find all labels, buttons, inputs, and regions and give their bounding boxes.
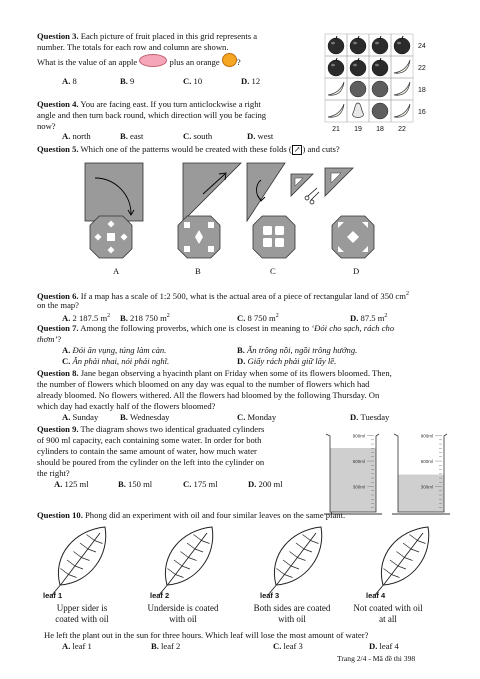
option-text: east xyxy=(130,131,144,141)
q8-line4: which day had exactly half of the flowers bloomed? xyxy=(37,401,216,411)
option-key: B. xyxy=(120,131,131,141)
q3-line1: Question 3. Each picture of fruit placed in this grid represents a xyxy=(37,31,258,41)
q4-line2: angle and then turn back round, which direction will you be facing xyxy=(37,110,267,120)
banana-icon xyxy=(391,56,413,78)
q9-option-c xyxy=(183,479,218,489)
q4-line3: now? xyxy=(37,121,56,131)
pattern-option-a xyxy=(90,216,132,258)
q10-line1: Question 10. Phong did an experiment with oil and four similar leaves on the same plant. xyxy=(37,510,346,520)
banana-icon xyxy=(325,78,347,100)
q6-line2: on the map? xyxy=(37,300,79,310)
cylinder-left xyxy=(324,433,382,514)
leaf-4-label: leaf 4 xyxy=(366,591,386,600)
option-text: leaf 3 xyxy=(283,641,303,651)
option-text: Sunday xyxy=(72,412,99,422)
apple-icon xyxy=(139,54,167,67)
orange-icon xyxy=(347,78,369,100)
q7-option-a: A. Đói ăn vụng, túng làm càn. xyxy=(62,345,167,355)
q8-line3: already bloomed. No flowers withered. All the flowers had bloomed by the following Thursday. On xyxy=(37,390,380,400)
leaf-2-caption: with oil xyxy=(169,614,197,624)
fold-step-4 xyxy=(291,174,319,204)
option-text: 175 ml xyxy=(193,479,218,489)
banana-icon xyxy=(325,100,347,122)
orange-icon xyxy=(369,100,391,122)
apple-icon xyxy=(369,34,391,56)
option-text: north xyxy=(72,131,91,141)
option-key: A. xyxy=(62,131,73,141)
q9-option-b xyxy=(118,479,152,489)
apple-icon xyxy=(369,56,391,78)
leaf-2-caption: Underside is coated xyxy=(147,603,219,613)
q5-option-label-c: C xyxy=(270,266,276,276)
q4-option-c xyxy=(183,131,212,141)
option-text: 10 xyxy=(193,76,203,86)
option-key: D. xyxy=(369,641,380,651)
leaf-1-caption: coated with oil xyxy=(55,614,109,624)
apple-icon xyxy=(347,56,369,78)
q8-option-a xyxy=(62,412,98,422)
cylinder-mark-label: 900ml xyxy=(420,433,433,439)
q3-label: Question 3. xyxy=(37,31,79,41)
pattern-options xyxy=(90,212,390,282)
orange-icon xyxy=(369,78,391,100)
option-key: C. xyxy=(237,412,248,422)
q6-line1: Question 6. If a map has a scale of 1:2 500, what is the actual area of a piece of rectangular land of 350 $cm^2$ xyxy=(37,290,409,301)
option-key: A. xyxy=(62,412,73,422)
q4-option-d xyxy=(247,131,273,141)
q10-option-c xyxy=(273,641,303,651)
option-text: Tuesday xyxy=(360,412,390,422)
q10-option-d xyxy=(369,641,399,651)
apple-icon xyxy=(391,34,413,56)
graduated-cylinders xyxy=(322,428,452,520)
option-text: south xyxy=(193,131,213,141)
cylinder-mark-label: 300ml xyxy=(420,484,433,490)
q3-option-b xyxy=(120,76,134,86)
cylinder-mark-label: 600ml xyxy=(420,458,433,464)
leaf-1-label: leaf 1 xyxy=(43,591,63,600)
option-key: B. xyxy=(120,312,131,323)
q6-option-b: B. 218 750 $m^2$ xyxy=(120,312,170,323)
column-total: 18 xyxy=(376,126,384,133)
banana-icon xyxy=(391,78,413,100)
option-key: D. xyxy=(248,479,259,489)
leaves-figure xyxy=(40,525,460,600)
option-key: D. xyxy=(241,76,252,86)
option-text: 9 xyxy=(130,76,135,86)
option-key: B. xyxy=(120,412,131,422)
q8-line1: Question 8. Jane began observing a hyacinth plant on Friday when some of its flowers bloomed. Then, xyxy=(37,368,392,378)
leaf-2-label: leaf 2 xyxy=(150,591,170,600)
option-text: 200 ml xyxy=(258,479,283,489)
option-key: B. xyxy=(118,479,129,489)
option-key: C. xyxy=(273,641,284,651)
leaf-2-icon xyxy=(159,527,213,595)
option-text: west xyxy=(257,131,274,141)
q5-option-label-d: D xyxy=(353,266,360,276)
option-key: D. xyxy=(247,131,258,141)
column-total: 22 xyxy=(398,126,406,133)
q4-option-a xyxy=(62,131,91,141)
option-key: C. xyxy=(237,312,248,323)
option-key: C. xyxy=(183,131,194,141)
option-key: B. xyxy=(151,641,162,651)
option-key: D. xyxy=(350,412,361,422)
option-key: A. xyxy=(62,76,73,86)
apple-icon xyxy=(325,56,347,78)
q7-option-b: B. Ăn trông nồi, ngồi trông hướng. xyxy=(237,345,358,355)
q8-option-d xyxy=(350,412,389,422)
q7-option-c: C. Ăn phải nhai, nói phải nghĩ. xyxy=(62,356,170,366)
q3-option-c xyxy=(183,76,202,86)
q5-line1: Question 5. Which one of the patterns would be created with these folds ( ↗ ) and cuts? xyxy=(37,144,340,154)
option-text: 8 xyxy=(72,76,77,86)
pattern-option-d xyxy=(332,216,374,258)
apple-icon xyxy=(347,34,369,56)
row-total: 16 xyxy=(418,109,426,116)
cylinder-mark-label: 600ml xyxy=(352,458,365,464)
q9-line3: cylinders to contain the same amount of water, how much water xyxy=(37,446,257,456)
q9-option-a xyxy=(54,479,89,489)
q10-option-a xyxy=(62,641,92,651)
q8-option-b xyxy=(120,412,169,422)
option-key: C. xyxy=(183,479,194,489)
q3-line3: What is the value of an apple plus an orange ? xyxy=(37,53,241,67)
leaf-1-icon xyxy=(52,527,106,595)
q8-option-c xyxy=(237,412,276,422)
banana-icon xyxy=(391,100,413,122)
q9-line1: Question 9. The diagram shows two identical graduated cylinders xyxy=(37,424,265,434)
option-key: C. xyxy=(183,76,194,86)
option-text: 87.5 m xyxy=(360,312,385,323)
q8-line2: the number of flowers which bloomed on any day was equal to the number of flowers which had xyxy=(37,379,370,389)
option-text: leaf 2 xyxy=(161,641,181,651)
q6-option-a: A. 2 187.5 $m^2$ xyxy=(62,312,111,323)
option-text: 8 750 m xyxy=(247,312,276,323)
q3-option-a xyxy=(62,76,77,86)
column-total: 19 xyxy=(354,126,362,133)
option-text: Monday xyxy=(247,412,277,422)
q7-option-d: D. Giấy rách phải giữ lấy lề. xyxy=(237,356,337,366)
page-footer: Trang 2/4 - Mã đề thi 398 xyxy=(337,654,416,663)
row-total: 18 xyxy=(418,87,426,94)
leaf-3-caption: Both sides are coated xyxy=(253,603,331,613)
q10-question: He left the plant out in the sun for three hours. Which leaf will lose the most amount of water? xyxy=(44,630,369,640)
row-total: 22 xyxy=(418,65,426,72)
q3-option-d xyxy=(241,76,260,86)
option-text: 12 xyxy=(251,76,261,86)
pear-icon xyxy=(347,100,369,122)
q10-option-b xyxy=(151,641,180,651)
q6-option-d: D. 87.5 $m^2$ xyxy=(350,312,388,323)
option-text: leaf 4 xyxy=(379,641,399,651)
fruit-grid xyxy=(323,32,443,144)
leaf-4-icon xyxy=(375,527,429,595)
q6-option-c: C. 8 750 $m^2$ xyxy=(237,312,279,323)
q5-option-label-b: B xyxy=(195,266,201,276)
column-total: 21 xyxy=(332,126,340,133)
q9-line2: of 900 ml capacity, each containing some water. In order for both xyxy=(37,435,262,445)
option-key: A. xyxy=(54,479,65,489)
cylinder-mark-label: 300ml xyxy=(352,484,365,490)
q7-line1: Question 7. Among the following proverbs, which one is closest in meaning to ‘Đói cho sạch, rách cho xyxy=(37,323,395,333)
q5-option-label-a: A xyxy=(113,266,120,276)
option-text: 218 750 m xyxy=(130,312,167,323)
row-total: 24 xyxy=(418,43,426,50)
option-text: 150 ml xyxy=(128,479,153,489)
cylinder-mark-label: 900ml xyxy=(352,433,365,439)
pattern-option-c xyxy=(253,216,295,258)
pattern-option-b xyxy=(178,216,220,258)
q4-line1: Question 4. You are facing east. If you turn anticlockwise a right xyxy=(37,99,261,109)
option-key: D. xyxy=(350,312,361,323)
option-key: A. xyxy=(62,641,73,651)
leaf-3-label: leaf 3 xyxy=(260,591,280,600)
option-key: B. xyxy=(120,76,131,86)
option-key: A. xyxy=(62,312,73,323)
q7-line2: thơm’? xyxy=(37,334,62,344)
leaf-3-icon xyxy=(268,527,322,595)
q9-line5: the right? xyxy=(37,468,70,478)
fold-arrow-icon: ↗ xyxy=(293,145,301,154)
cylinder-right xyxy=(392,433,450,514)
option-text: Wednesday xyxy=(130,412,170,422)
orange-icon xyxy=(222,53,237,67)
fold-step-5 xyxy=(325,168,353,196)
leaf-1-caption: Upper sider is xyxy=(56,603,108,613)
apple-icon xyxy=(325,34,347,56)
leaf-4-caption: Not coated with oil xyxy=(353,603,423,613)
option-text: 125 ml xyxy=(64,479,89,489)
q4-option-b xyxy=(120,131,143,141)
option-text: 2 187.5 m xyxy=(72,312,108,323)
q3-line2: number. The totals for each row and column are shown. xyxy=(37,42,229,52)
leaf-3-caption: with oil xyxy=(278,614,306,624)
q9-option-d xyxy=(248,479,283,489)
option-text: leaf 1 xyxy=(72,641,92,651)
q9-line4: should be poured from the cylinder on the left into the cylinder on xyxy=(37,457,265,467)
leaf-4-caption: at all xyxy=(379,614,397,624)
